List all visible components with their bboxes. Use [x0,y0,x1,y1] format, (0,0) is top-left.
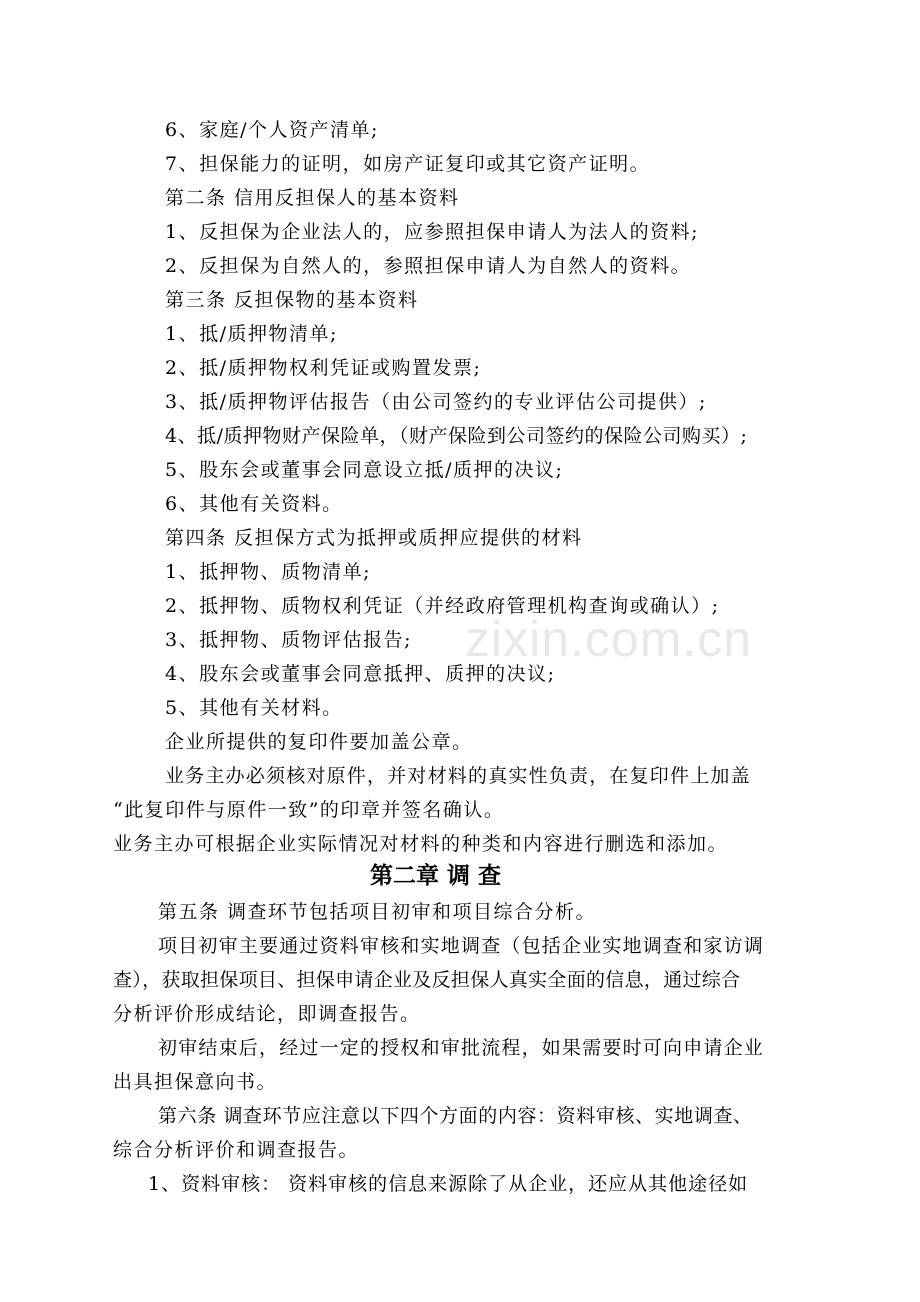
paragraph-line: 企业所提供的复印件要加盖公章。 [165,731,473,753]
list-item: 3、抵押物、质物评估报告; [165,629,412,651]
list-item: 2、抵押物、质物权利凭证（并经政府管理机构查询或确认）; [165,595,720,617]
paragraph-line: 出具担保意向书。 [113,1071,278,1093]
paragraph-line: 分析评价形成结论，即调查报告。 [113,1003,421,1025]
list-item: 6、家庭/个人资产清单; [165,119,379,141]
paragraph-line: 查），获取担保项目、担保申请企业及反担保人真实全面的信息，通过综合 [113,969,741,991]
paragraph-line: 初审结束后，经过一定的授权和审批流程，如果需要时可向申请企业 [158,1037,765,1059]
article-heading: 第六条 调查环节应注意以下四个方面的内容：资料审核、实地调查、 [158,1105,753,1127]
paragraph-line: 业务主办必须核对原件，并对材料的真实性负责，在复印件上加盖 [165,765,751,787]
list-item: 4、股东会或董事会同意抵押、质押的决议; [165,663,556,685]
article-heading: 第二条 信用反担保人的基本资料 [165,187,460,209]
list-item: 3、抵/质押物评估报告（由公司签约的专业评估公司提供）; [165,391,707,413]
watermark: zixin.com.cn [465,611,753,667]
list-item: 7、担保能力的证明，如房产证复印或其它资产证明。 [165,153,651,175]
list-item: 4、抵/质押物财产保险单，（财产保险到公司签约的保险公司购买）; [165,425,748,447]
article-heading: 第五条 调查环节包括项目初审和项目综合分析。 [158,901,597,923]
paragraph-line: 项目初审主要通过资料审核和实地调查（包括企业实地调查和家访调 [158,935,765,957]
list-item: 5、其他有关材料。 [165,697,343,719]
article-heading: 第三条 反担保物的基本资料 [165,289,419,311]
paragraph-line: “此复印件与原件一致”的印章并签名确认。 [113,799,505,821]
list-item: 6、其他有关资料。 [165,493,343,515]
list-item: 5、股东会或董事会同意设立抵/质押的决议; [165,459,564,481]
article-heading: 第四条 反担保方式为抵押或质押应提供的材料 [165,527,583,549]
list-item: 1、抵/质押物清单; [165,323,338,345]
paragraph-line: 1、资料审核： 资料审核的信息来源除了从企业，还应从其他途径如 [148,1173,749,1195]
paragraph-line: 综合分析评价和调查报告。 [113,1139,360,1161]
list-item: 2、抵/质押物权利凭证或购置发票; [165,357,482,379]
chapter-title: 第二章 调 查 [370,863,502,889]
paragraph-line: 业务主办可根据企业实际情况对材料的种类和内容进行删选和添加。 [113,833,729,855]
list-item: 1、反担保为企业法人的，应参照担保申请人为法人的资料; [165,221,699,243]
list-item: 1、抵押物、质物清单; [165,561,371,583]
list-item: 2、反担保为自然人的，参照担保申请人为自然人的资料。 [165,255,692,277]
